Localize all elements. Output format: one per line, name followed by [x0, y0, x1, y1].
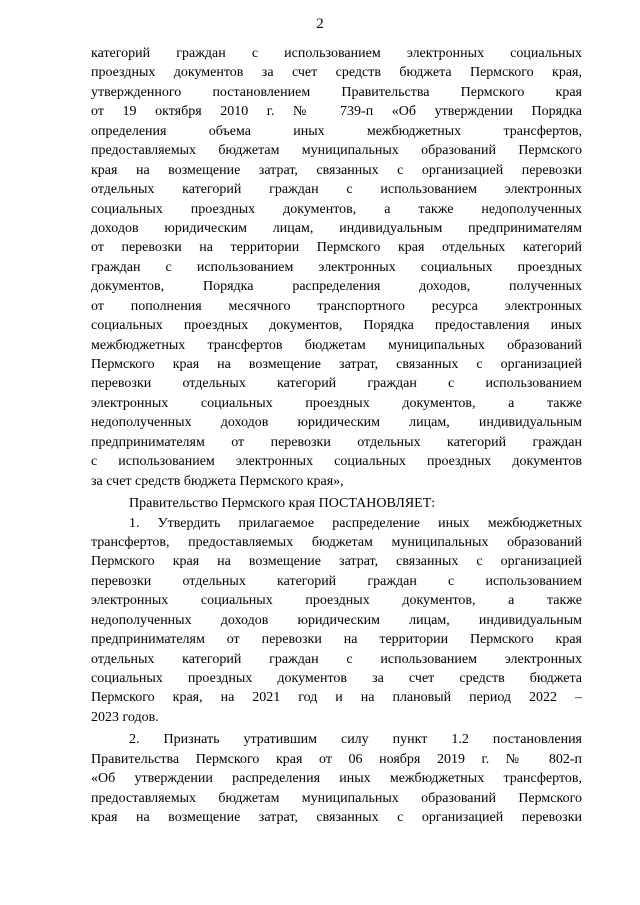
text-line: социальных проездных документов, а также недополученных: [91, 201, 582, 217]
text-line: категорий граждан с использованием электронных социальных: [91, 46, 582, 61]
text-line: 2023 годов.: [91, 709, 159, 725]
text-line: перевозки отдельных категорий граждан с использованием: [91, 573, 582, 589]
document-body: [91, 44, 582, 828]
text-line: социальных проездных документов за счет средств бюджета: [91, 671, 582, 686]
text-line: предоставляемых бюджетам муниципальных образований Пермского: [91, 790, 582, 806]
text-line: электронных социальных проездных документов, а также: [91, 395, 582, 411]
text-line: от перевозки на территории Пермского края отдельных категорий: [91, 240, 582, 256]
text-line: Пермского края на возмещение затрат, связанных с организацией: [91, 357, 582, 372]
text-line: 2. Признать утратившим силу пункт 1.2 постановления: [129, 732, 582, 748]
text-line: определения объема иных межбюджетных трансфертов,: [91, 123, 582, 139]
text-line: недополученных доходов юридическим лицам, индивидуальным: [91, 415, 582, 431]
text-line: края на возмещение затрат, связанных с организацией перевозки: [91, 810, 582, 826]
text-line: документов, Порядка распределения доходов, полученных: [91, 279, 582, 295]
text-line: «Об утверждении распределения иных межбюджетных трансфертов,: [91, 771, 582, 787]
text-line: межбюджетных трансфертов бюджетам муниципальных образований: [91, 337, 582, 353]
text-line: отдельных категорий граждан с использованием электронных: [91, 651, 582, 667]
text-line: граждан с использованием электронных социальных проездных: [91, 259, 582, 275]
text-line: от 19 октября 2010 г. № 739-п «Об утверждении Порядка: [91, 104, 582, 120]
text-line: предпринимателям от перевозки отдельных категорий граждан: [91, 434, 582, 450]
text-line: края на возмещение затрат, связанных с организацией перевозки: [91, 162, 582, 178]
text-line: утвержденного постановлением Правительства Пермского края: [91, 84, 582, 100]
paragraph-preamble-continuation: [91, 44, 582, 491]
paragraph-resolves: [91, 494, 582, 513]
text-line: отдельных категорий граждан с использованием электронных: [91, 182, 582, 198]
text-line: предоставляемых бюджетам муниципальных образований Пермского: [91, 143, 582, 159]
text-line: от пополнения месячного транспортного ресурса электронных: [91, 298, 582, 314]
text-line: Правительство Пермского края ПОСТАНОВЛЯЕТ:: [129, 496, 436, 512]
text-line: 1. Утвердить прилагаемое распределение иных межбюджетных: [129, 515, 582, 531]
text-line: Правительства Пермского края от 06 ноября 2019 г. № 802-п: [91, 751, 582, 767]
text-line: с использованием электронных социальных проездных документов: [91, 454, 582, 470]
text-line: проездных документов за счет средств бюджета Пермского края,: [91, 65, 582, 81]
text-line: за счет средств бюджета Пермского края»,: [91, 473, 344, 489]
text-line: перевозки отдельных категорий граждан с использованием: [91, 376, 582, 392]
text-line: трансфертов, предоставляемых бюджетам муниципальных образований: [91, 534, 582, 550]
paragraph-item-2: [91, 730, 582, 827]
text-line: предпринимателям от перевозки на территории Пермского края: [91, 632, 582, 648]
text-line: доходов юридическим лицам, индивидуальным предпринимателям: [91, 220, 582, 236]
text-line: Пермского края, на 2021 год и на плановый период 2022 –: [91, 690, 582, 706]
text-line: Пермского края на возмещение затрат, связанных с организацией: [91, 554, 582, 570]
text-line: электронных социальных проездных документов, а также: [91, 593, 582, 609]
text-line: недополученных доходов юридическим лицам, индивидуальным: [91, 612, 582, 628]
page-number: 2: [316, 16, 324, 32]
text-line: социальных проездных документов, Порядка предоставления иных: [91, 318, 582, 334]
paragraph-item-1: [91, 514, 582, 728]
